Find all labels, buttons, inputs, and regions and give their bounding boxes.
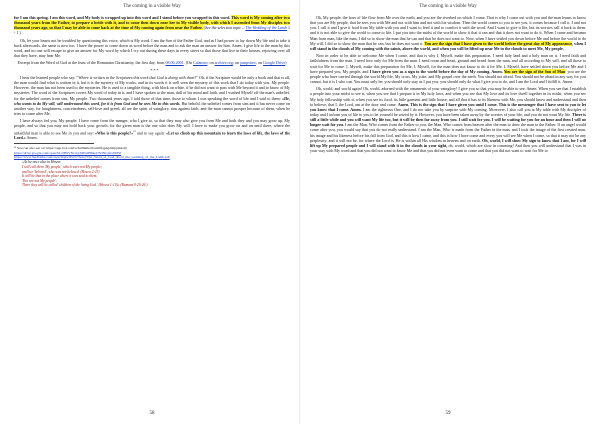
paragraph: Oh, let your hearts not be troubled by questioning this voice, which is My word. I am the Son of the Father God, and as I had power to lay down My life and to take it back afterwards, the same is now too. I have the power to come down as word before the man and to ask the man an answer for him. Amen. I give life to the man by this word, and no one will escape to give an answer for My word by which I cry out during these days in every street so that those that live in their houses, rejoicing over all that they have, may hear Me. [14, 37, 290, 59]
calameo-link[interactable]: Calameo [193, 60, 208, 66]
footnote [14, 146, 290, 159]
footnote-link[interactable]: https://www.mediafire.com/view/9q2w0fw57/bswz/The_Word_of_God_about_the_wedding_of_the_Lamb.pdf [14, 155, 170, 160]
highlighted-text: This word is My coming after two thousand years from the Father, to prepare a bride with it, and to come then down near her in My visible body, with which I ascended from My disciples two thousand years ago, so that I may be able to come back at the time of My coming again from near the Father. [14, 15, 290, 31]
bold-text: Amen. This is the sign that I have given you until I come. This is the messenger that I have sent to you to let you know that I come. Amen. [310, 101, 586, 112]
text: ; on [207, 60, 215, 66]
text: ( [202, 25, 205, 31]
paragraph [310, 53, 586, 84]
paragraph [14, 75, 290, 116]
left-page [14, 0, 290, 424]
text: I hear the learned people who say: " [20, 74, 79, 80]
page-number: 59 [445, 411, 451, 416]
quote-line: «As he once also in Hosea: [22, 160, 62, 165]
paragraph [310, 86, 586, 153]
paragraph [14, 118, 290, 140]
text: Now in order to be able to welcome Me when I come, and that is why I, Myself, make this preparation. I need holy land and a holy man on it. I need faith and faithfulness from the man. I need love only for Me from the man. I need room and heart, ground and bread from the man, and all according to My will, and all those to wait for Me to come. I, Myself, make this preparation for Me, I, Myself, for the man does not know to do it for Me. I, Myself, have settled down you before Me and I have prepared you, My people, and [310, 53, 586, 74]
page-body [14, 15, 290, 188]
footnote-link[interactable]: https://drive.google.com/open?id=0B9VNt11gJOPadHhkeUN3NGtzG8UHJ [14, 150, 122, 155]
text: . (On [183, 60, 194, 66]
wedding-of-lamb-link[interactable]: The Wedding of the Lamb [245, 25, 287, 31]
text: But behold, the unbelief comes from sins and it has never come on another way, for haughtiness, conceitedness, self-love and greed, all are the spirit of vainglory, sins against faith, and the man cannot prosper because of them, when he tries to come after Me. [14, 100, 290, 117]
page-body [310, 15, 586, 155]
google-drive-link[interactable]: Google Drive [263, 60, 286, 66]
text: oh, world, which are slow in comming! And then you will understand that I was in your way with My word and that you did not want to know Me and that you did not even want to come and that you did not want to wait for Me to [310, 142, 586, 154]
right-page [310, 0, 586, 424]
text: 1 - 1 ) [14, 25, 290, 36]
running-head: The coming in a visible Way [419, 4, 477, 9]
bold-text: Oh, world, I will show My sign to know that I am, for I will lift up My prepared people and I will stand with it in the clouds in your sight, [310, 137, 586, 148]
text: and to say again: [135, 129, 167, 135]
date-link[interactable]: 08.06.2001 [165, 60, 184, 66]
text: Oh, My people, the laws of life flow from Me over the earth, and you are the riverbed on which I come. That is why I come out with you and the man learns to know that you are My people, that he sees you with Me and not with him and not with his wisdom. Then the world comes to you to see you, it comes because I call it. I and not you. I call it and I give it food from My table with you and I want to feed it and to comfort it with the word. And I want to give it life, but its worries call it back to them, and it is not able to give the world to come to life. I put you into the midst of the world to show it that it can and that it does not want to do it. When I came and became Man from man, like the man, I did so to show the man that he can and that he does not want to. Now, when I have settled you down before Me and before the world to do My will, I did so to show the man that he can, but he does not want it. [310, 15, 586, 46]
quote-line: I will call them 'My people,' which were not My people; [22, 165, 102, 170]
text: I have always fed you, My people. I have come from the manger, who I give to, so that they may also give you from Me and both they and you may grow up, My people, and so that you may not hold back your growth, for the given man is the one who does My will. I have to make you grow on and on until there, where the unfaithful man is able to see Me in you and say: [14, 118, 290, 135]
quote-line: There they will be called 'children of the living God.' (Hosea 1:10)» (Romans 9:25-26.) [22, 183, 148, 188]
highlighted-text: You are the sign of the Son of Man [503, 68, 566, 74]
gutter-divider [299, 0, 300, 424]
bold-quote: «Let us climb up this mountain to learn the laws of life, the laws of the Lord.» [14, 129, 290, 141]
quote-line: 'You are not My people'; [22, 178, 58, 183]
text: Amen. [25, 135, 38, 141]
footnote-ref[interactable]: 11 [133, 129, 136, 133]
page-number: 58 [149, 411, 155, 416]
text: : you are the people who have carried through the world My life, My cross, My yoke, and My gospel over the earth. You should not afraid. You should not be afraid in any way for you cannot, but it is I who can. You must only be; you should only stay as I put you; you should only do what I give you to do, and I am the Lord and I fulfill it. Amen. [310, 68, 586, 84]
text: ; on [255, 60, 264, 66]
bold-text: There is still a little while and you will want My life too, but it will be then far away from you. I still wait for you. I will be waiting for you for an hour and then I will no longer wait for you. [310, 112, 586, 128]
quote-line: and her 'beloved', who was not beloved. (Hosea 2:23) [22, 169, 100, 174]
quote-line: It will be that in the place where it was said to them, [22, 174, 98, 179]
footnote-line: ¹¹ You can also see on: https://app.box.com/s/2n0mmewbwmf6qpngda0ppm4o9j [14, 146, 127, 151]
italic-quote: Where is written in the Scriptures this work that God is doing with them [78, 74, 195, 80]
archive-link[interactable]: archive.org [214, 60, 233, 66]
text: ) [285, 60, 287, 66]
footnote-rule [14, 143, 94, 144]
paragraph [310, 15, 586, 51]
bold-quote: «Who is this people?» [94, 129, 134, 135]
running-head: The coming in a visible Way [123, 4, 181, 9]
text: ; on [232, 60, 241, 66]
text: Oh, world, and world again! Oh, world, adorned with the ornaments of your vainglory! I give you so that you may be able to see. Amen. When you see that I establish a people into your midst to see it, when you see that I prepare it in My holy laws, and when you see that My love and its love dwell together in its midst, when you see My holy fellowship with it, when you see its food, its little garment and little house; and all that it has to its likeness with Me, you should know and understand and then to believe, that I, the Lord, am at the door and come. [310, 86, 586, 107]
bold-text: , when I will stand in the clouds of My coming with the saints, above the world, and when you will be lifted up near Me in the clouds to meet Me, My people. [310, 40, 586, 51]
bold-quote: «He, who wants to do My will, will understand this word, for it is from God and he sees Me in this words. [14, 95, 290, 106]
text: Excerpt from the Word of God at the feast of the Romanian Christianity, the first day, from [17, 60, 166, 66]
paragraph [14, 15, 290, 36]
excerpt-source [14, 60, 290, 65]
bold-text: for I am this spring. I am this word, and My body is wrapped up into this word and I stand before you wrapped in this word. [14, 15, 232, 20]
scripture-quote [22, 160, 290, 188]
text: I am the Man, Who comes from the Father to you, the Man, Who comes from heaven after the man to draw the man to the Father. If an angel would come after you, you would say that you do not really understand. I am the Man, Who is made from the Father in the man, and I took the image of the first created man, his image and his likeness before his fall from God, and this is how I came, and this is how I have come and every you will see Me when I come, so that it may not be any perplexity; and it will not be, for where the Lord is, He is within all His wisdom in heaven and on earth. [310, 122, 586, 143]
text: ?" Oh, if the Scripture would be only a book and that is all, the man would find what is written in it, but it is the mystery of My works, and in its words it is well seen the mystery of this work that I do today with you, My people. However, the man has not been used to the mysteries. He is used to a tangible thing, with black on white, if he did not want to pass with Me beyond it and to know of My mysteries. The word of the Scriptures covers My word of today in it, and I have spoken to the man, dull of his mind and faith, and I washed Myself off the man's unbelief, for the unbelief comes from sins, My people. Two thousand years ago, I told those of that time, those to whom I was speaking the word of life and I said to them: [14, 74, 290, 101]
text: – [241, 25, 246, 31]
bold-text: I have given you as a sign to the world before the day of My coming. Amen. [369, 68, 504, 74]
jampsiteo-link[interactable]: jampsiteo [240, 60, 256, 66]
highlighted-text: You are the sign that I have given to the world before the great day of My appearance [424, 40, 573, 46]
section-separator: *** [150, 67, 160, 73]
text: I am the righteous One, and I do not take you by surprise with My coming. Moreover, I also call you at My table with My disciples of today and I inform you of life to you to let yourself be seized by it. However, you have been taken away by the worries of your life, and you do not want My life. [310, 106, 586, 117]
italic-text: See the selection topic [204, 25, 242, 31]
